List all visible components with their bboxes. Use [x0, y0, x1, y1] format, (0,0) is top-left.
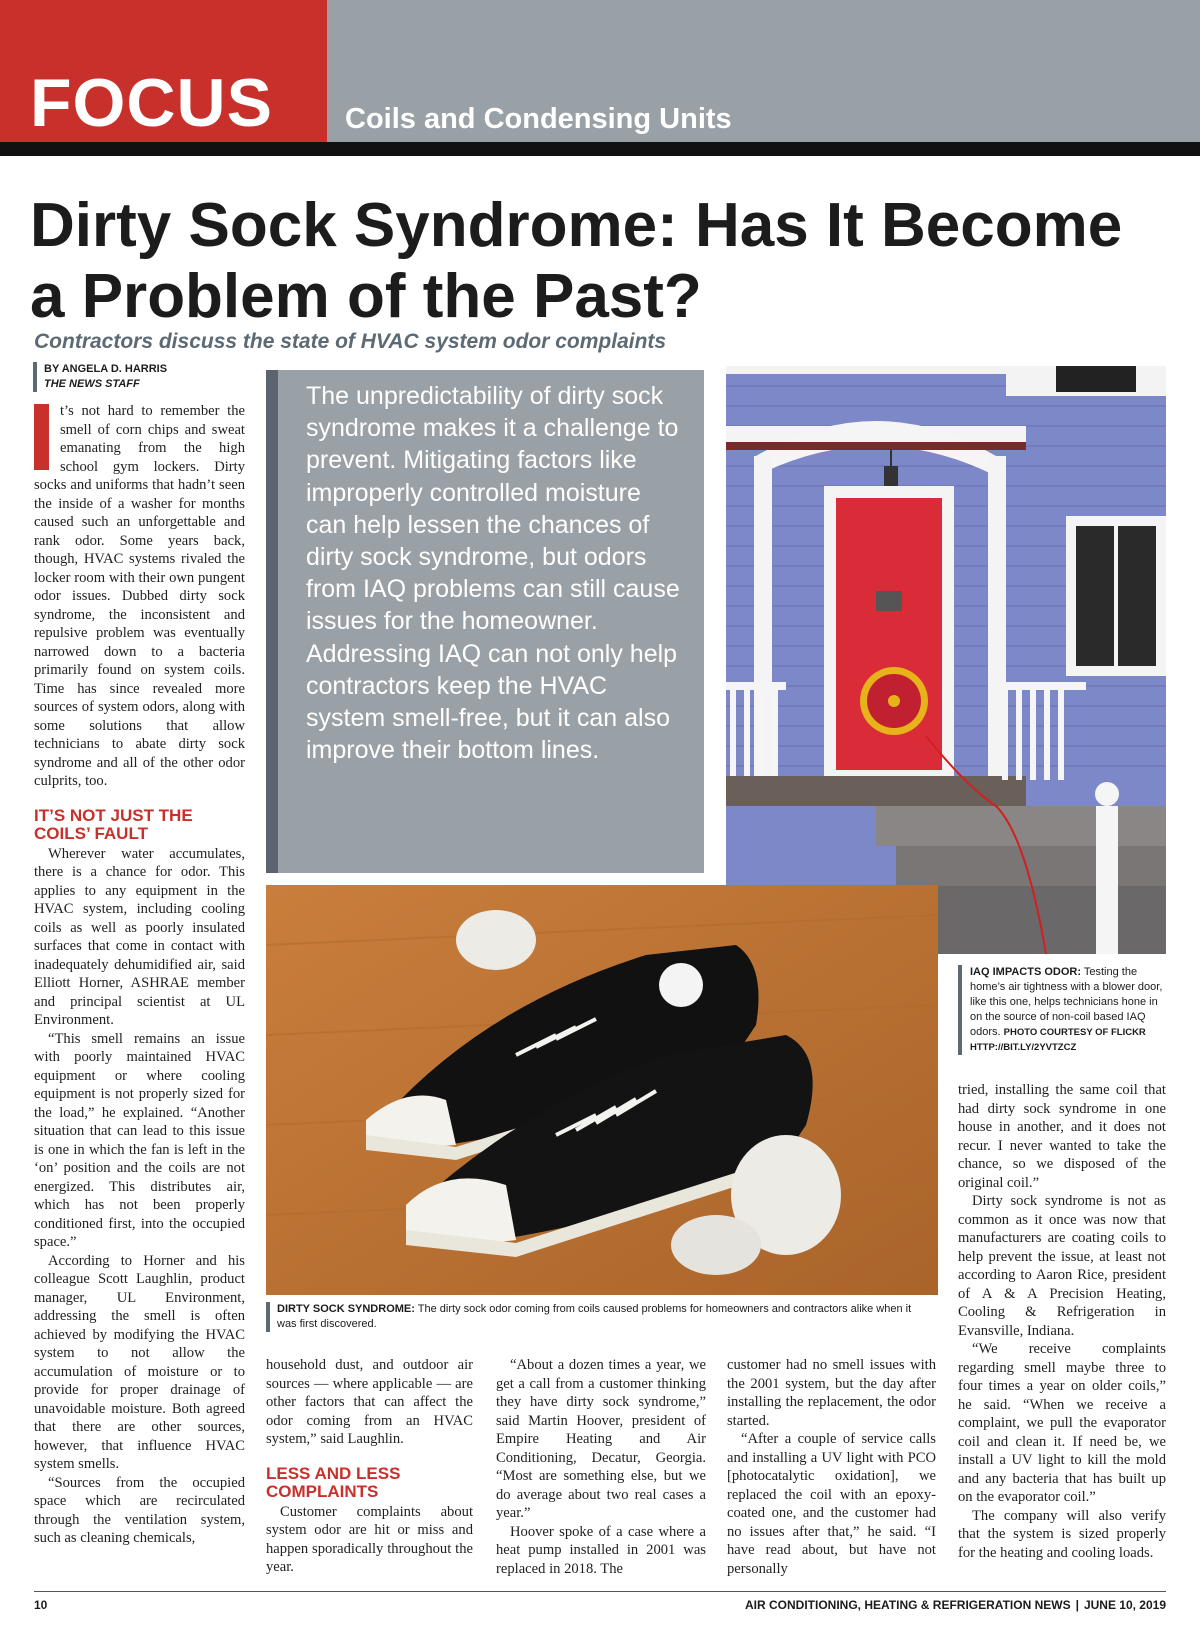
paragraph: Customer complaints about system odor are hit or miss and happen sporadically throughout the year. [266, 1503, 473, 1575]
drop-cap [34, 404, 49, 470]
pull-quote-text: The unpredictability of dirty sock syndrome makes it a challenge to prevent. Mitigating factors like improperly controlled moisture can help lessen the chances of dirty sock syndrome, but odors from IAQ problems can still cause issues for the homeowner. Addressing IAQ can not only help contractors keep the HVAC system smell-free, but it can also improve their bottom lines. [306, 382, 680, 765]
paragraph: Hoover spoke of a case where a heat pump installed in 2001 was replaced in 2018. The [496, 1523, 706, 1577]
text-column-5 [958, 1081, 1166, 1562]
paragraph: The company will also verify that the system is sized properly for the heating and cooling loads. [958, 1507, 1166, 1561]
paragraph: “After a couple of service calls and installing a UV light with PCO [photocatalytic oxidation], we replaced the coil with an epoxy-coated one, and the customer had no issues after that,” he said. “I have read about, but have not personally [727, 1431, 936, 1577]
paragraph: “This smell remains an issue with poorly maintained HVAC equipment or where cooling equipment is not properly sized for the load,” he explained. “Another situation that can lead to this issue is one in which the fan is left in the ‘on’ position and the coils are not energized. This distributes air, which has not been properly conditioned first, into the occupied space.” [34, 1030, 245, 1250]
sneakers-photo [266, 885, 938, 1295]
paragraph: According to Horner and his colleague Scott Laughlin, product manager, UL Environment, addressing the smell is often achieved by modifying the HVAC system to not allow the accumulation of moisture or to provide for proper drainage of unavoidable moisture. Both agreed that there are other sources, however, that influence HVAC system smells. [34, 1252, 245, 1472]
footer-publication [745, 1598, 1166, 1612]
article-subhead: Contractors discuss the state of HVAC system odor complaints [34, 330, 667, 353]
paragraph: tried, installing the same coil that had dirty sock syndrome in one house in another, and it does not recur. I never wanted to take the chance, so we disposed of the original coil.” [958, 1082, 1166, 1191]
issue-date: JUNE 10, 2019 [1083, 1598, 1166, 1612]
byline [33, 362, 167, 392]
subsection-heading: IT’S NOT JUST THE COILS’ FAULT [34, 805, 193, 843]
pull-quote-box [266, 370, 704, 873]
pull-quote-bar [266, 370, 278, 873]
paragraph: customer had no smell issues with the 2001 system, but the day after installing the replacement, the odor started. [727, 1357, 936, 1429]
text-column-2 [266, 1356, 473, 1577]
subsection-heading: LESS AND LESS COMPLAINTS [266, 1463, 401, 1501]
page-number: 10 [34, 1598, 48, 1612]
house-photo [726, 366, 1166, 954]
paragraph: Dirty sock syndrome is not as common as it once was now that manufacturers are coating coils to help prevent the issue, at least not according to Aaron Rice, president of A & A Precision Heating, Cooling & Refrigeration in Evansville, Indiana. [958, 1193, 1166, 1339]
photo-credit: PHOTO COURTESY OF FLICKR HTTP://BIT.LY/2YVTZCZ [970, 1027, 1146, 1053]
caption-title: IAQ IMPACTS ODOR: [970, 966, 1082, 978]
caption-text: The dirty sock odor coming from coils caused problems for homeowners and contractors alike when it was first discovered. [277, 1303, 912, 1330]
paragraph: household dust, and outdoor air sources — where applicable — are other factors that can affect the odor coming from an HVAC system,” said Laughlin. [266, 1357, 473, 1447]
section-title: Coils and Condensing Units [345, 103, 732, 135]
caption-text: Testing the home’s air tightness with a blower door, like this one, helps technicians hone in on the source of non-coil based IAQ odors. [970, 966, 1163, 1038]
article-headline: Dirty Sock Syndrome: Has It Become a Problem of the Past? [30, 191, 1123, 331]
house-caption [958, 965, 1173, 1055]
caption-title: DIRTY SOCK SYNDROME: [277, 1303, 415, 1315]
paragraph: “About a dozen times a year, we get a call from a customer thinking they have dirty sock syndrome,” said Martin Hoover, president of Empire Heating and Air Conditioning, Decatur, Georgia. “Most are something else, but we do average about two real cases a year.” [496, 1357, 706, 1521]
text-column-3 [496, 1356, 706, 1578]
blower-door-illustration [726, 366, 1166, 954]
footer-separator: | [1075, 1598, 1079, 1612]
paragraph: “We receive complaints regarding smell maybe three to four times a year on older coils,” he said. “When we receive a complaint, we pull the evaporator coil and clean it. If need be, we install a UV light to kill the mold and any bacteria that has built up on the evaporator coil.” [958, 1341, 1166, 1505]
text-column-1 [34, 402, 245, 1548]
byline-author: BY ANGELA D. HARRIS [44, 363, 168, 375]
lead-paragraph: t’s not hard to remember the smell of corn chips and sweat emanating from the high school gym lockers. Dirty socks and uniforms that hadn’t seen the inside of a washer for months caused such an unforgettable and rank odor. Some years back, though, HVAC systems rivaled the locker room with their own pungent odor issues. Dubbed dirty sock syndrome, the inconsistent and repulsive problem was eventually narrowed down to a bacteria primarily found on system coils. Time has since revealed more sources of system odors, along with some solutions that allow technicians to abate dirty sock syndrome and all of the other odor culprits, too. [34, 403, 245, 789]
text-column-4 [727, 1356, 936, 1578]
paragraph: “Sources from the occupied space which are recirculated through the ventilation system, such as cleaning chemicals, [34, 1474, 245, 1546]
publication-name: AIR CONDITIONING, HEATING & REFRIGERATION NEWS [745, 1598, 1071, 1612]
section-kicker: FOCUS [30, 65, 273, 141]
paragraph: Wherever water accumulates, there is a chance for odor. This applies to any equipment in the HVAC system, including cooling coils as well as poorly insulated surfaces that come in contact with inadequately dehumidified air, said Elliott Horner, ASHRAE member and principal scientist at UL Environment. [34, 845, 245, 1028]
byline-staff: THE NEWS STAFF [44, 378, 140, 390]
sneakers-caption [266, 1302, 926, 1332]
sneakers-illustration [266, 885, 938, 1295]
header-rule [0, 142, 1200, 156]
footer-rule [34, 1591, 1166, 1592]
